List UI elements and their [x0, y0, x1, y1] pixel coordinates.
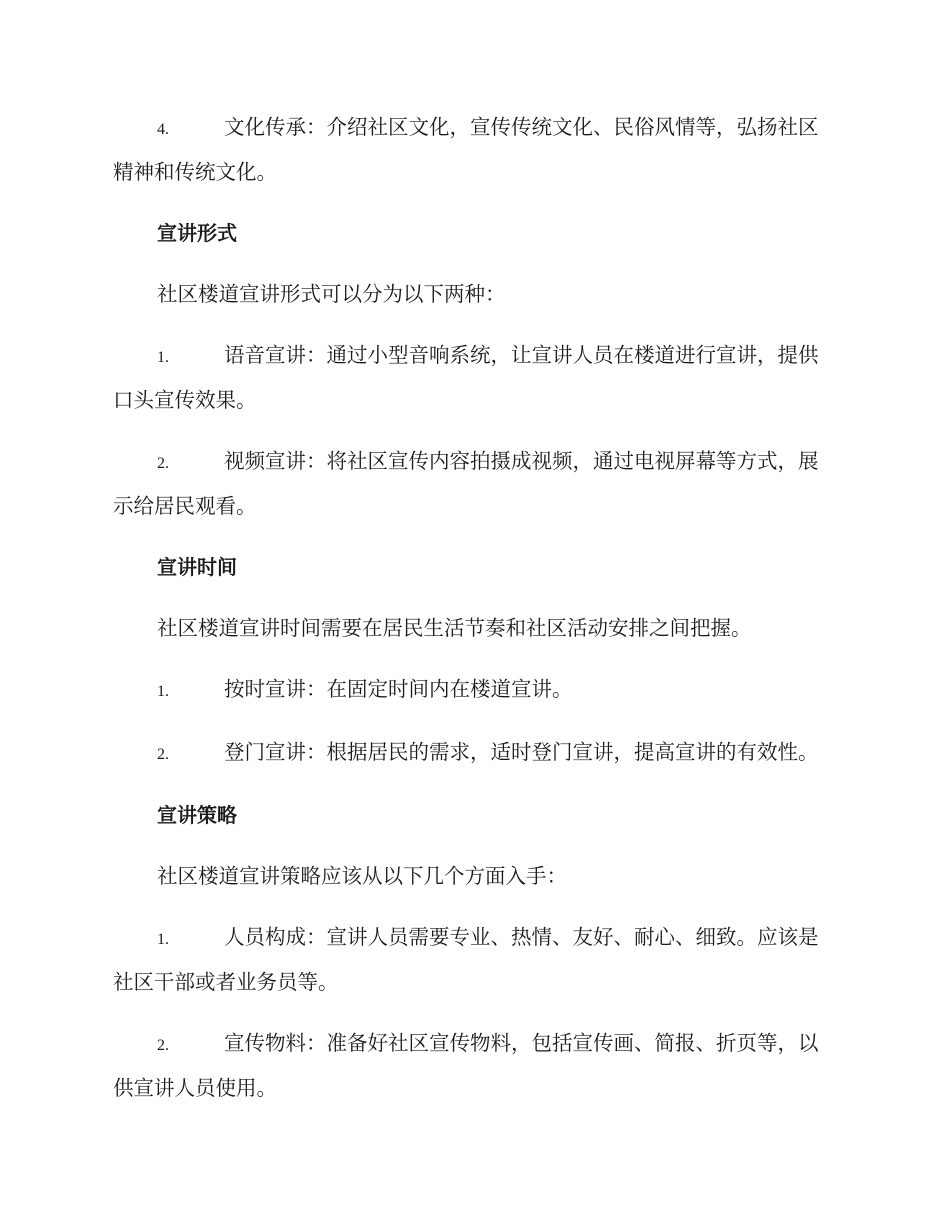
section-heading: 宣讲形式: [157, 221, 237, 245]
list-item-text: 视频宣讲：将社区宣传内容拍摄成视频，通过电视屏幕等方式，展示给居民观看。: [113, 449, 819, 518]
list-number: 2.: [157, 455, 169, 472]
list-item-text: 宣传物料：准备好社区宣传物料，包括宣传画、简报、折页等，以供宣讲人员使用。: [113, 1031, 819, 1100]
document-body: [113, 106, 835, 1128]
paragraph: 社区楼道宣讲策略应该从以下几个方面入手：: [157, 864, 567, 888]
list-item: [113, 731, 835, 776]
list-item-text: 人员构成：宣讲人员需要专业、热情、友好、耐心、细致。应该是社区干部或者业务员等。: [113, 925, 819, 994]
list-item-text: 登门宣讲：根据居民的需求，适时登门宣讲，提高宣讲的有效性。: [224, 740, 819, 764]
list-item: [113, 668, 835, 713]
list-item-text: 语音宣讲：通过小型音响系统，让宣讲人员在楼道进行宣讲，提供口头宣传效果。: [113, 343, 819, 412]
list-item: [113, 440, 835, 528]
list-number: 1.: [157, 931, 169, 948]
paragraph: 社区楼道宣讲形式可以分为以下两种：: [157, 282, 506, 306]
section-heading: 宣讲时间: [157, 555, 237, 579]
list-number: 2.: [157, 1037, 169, 1054]
list-number: 4.: [157, 121, 169, 138]
list-item-text: 文化传承：介绍社区文化，宣传传统文化、民俗风情等，弘扬社区精神和传统文化。: [113, 115, 819, 184]
list-item: [113, 334, 835, 422]
list-item: [113, 106, 835, 194]
list-item: [113, 916, 835, 1004]
section-heading: 宣讲策略: [157, 803, 237, 827]
list-item: [113, 1022, 835, 1110]
list-number: 1.: [157, 683, 169, 700]
list-item-text: 按时宣讲：在固定时间内在楼道宣讲。: [224, 677, 573, 701]
list-number: 2.: [157, 746, 169, 763]
paragraph: 社区楼道宣讲时间需要在居民生活节奏和社区活动安排之间把握。: [157, 616, 752, 640]
list-number: 1.: [157, 349, 169, 366]
